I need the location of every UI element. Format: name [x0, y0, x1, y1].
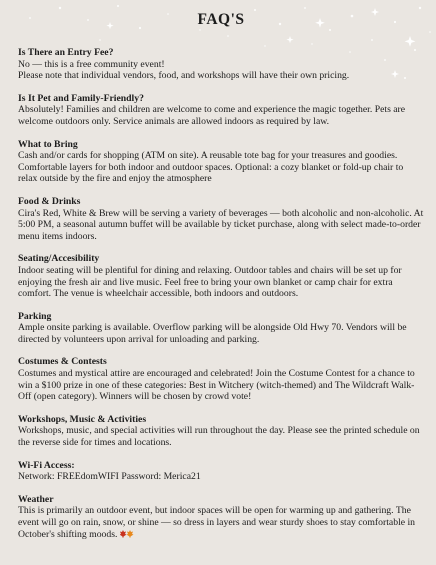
faq-question: Weather	[18, 493, 54, 505]
faq-section-seating	[18, 253, 424, 299]
faq-question: Parking	[18, 310, 52, 322]
faq-section-parking	[18, 311, 424, 346]
faq-answer: Ample onsite parking is available. Overflow parking will be alongside Old Hwy 70. Vendors will be directed by volunteers upon arrival for unloading and parking.	[18, 322, 407, 345]
faq-section-weather	[18, 494, 424, 540]
faq-question: Seating/Accesibility	[18, 253, 100, 265]
faq-answer: Workshops, music, and special activities will run throughout the day. Please see the printed schedule on the reverse side for times and locations.	[18, 425, 420, 449]
faq-section-wifi	[18, 460, 424, 483]
faq-answer-wrap	[18, 505, 424, 540]
faq-answer: Absolutely! Families and children are welcome to come and experience the magic together. Pets are welcome outdoors only. Service animals are allowed indoors as required by law.	[18, 104, 406, 127]
page-title: FAQ'S	[197, 11, 245, 28]
faq-question: Wi-Fi Access:	[18, 459, 75, 471]
faq-question: Costumes & Contests	[18, 356, 107, 368]
faq-section-pet-family	[18, 93, 424, 128]
faq-answer: Indoor seating will be plentiful for dining and relaxing. Outdoor tables and chairs will be set up for enjoying the fresh air and live music. Feel free to bring your own blanket or camp chair for extra comfort. The venue is wheelchair accessible, both indoors and outdoors.	[18, 264, 402, 300]
faq-question: Food & Drinks	[18, 195, 81, 207]
faq-answer: Costumes and mystical attire are encouraged and celebrated! Join the Costume Contest for a chance to win a $100 prize in one of these categories: Best in Witchery (witch-themed) and The Wildcraft Walk-Off (open category). Winners will be chosen by crowd vote!	[18, 368, 415, 403]
faq-question: Is There an Entry Fee?	[18, 47, 114, 58]
faq-question: Is It Pet and Family-Friendly?	[18, 92, 144, 104]
faq-question: What to Bring	[18, 138, 78, 150]
faq-answer: Network: FREEdomWIFI Password: Merica21	[18, 471, 201, 483]
faq-answer: Cash and/or cards for shopping (ATM on site). A reusable tote bag for your treasures and goodies. Comfortable layers for both indoor and outdoor spaces. Optional: a cozy blanket or fold-up chair to relax outside by the fire and enjoy the atmosphere	[18, 150, 404, 185]
faq-question: Workshops, Music & Activities	[18, 413, 147, 425]
faq-section-workshops	[18, 414, 424, 449]
faq-section-food-drinks	[18, 196, 424, 242]
faq-answer: This is primarily an outdoor event, but indoor spaces will be open for warming up and gathering. The event will go on rain, snow, or shine — so dress in layers and wear sturdy shoes to stay comfortable in October's shifting moods.	[18, 505, 416, 540]
faq-answer: No — this is a free community event! Please note that individual vendors, food, and workshops will have their own pricing.	[18, 58, 350, 82]
faq-section-what-to-bring	[18, 139, 424, 185]
faq-page	[18, 10, 424, 551]
faq-answer: Cira's Red, White & Brew will be serving a variety of beverages — both alcoholic and non-alcoholic. At 5:00 PM, a seasonal autumn buffet will be available by ticket purchase, along with select made-to-order menu items indoors.	[18, 207, 424, 242]
faq-section-entry-fee	[18, 47, 424, 82]
faq-section-costumes	[18, 356, 424, 402]
maple-leaf-icon	[120, 530, 134, 538]
